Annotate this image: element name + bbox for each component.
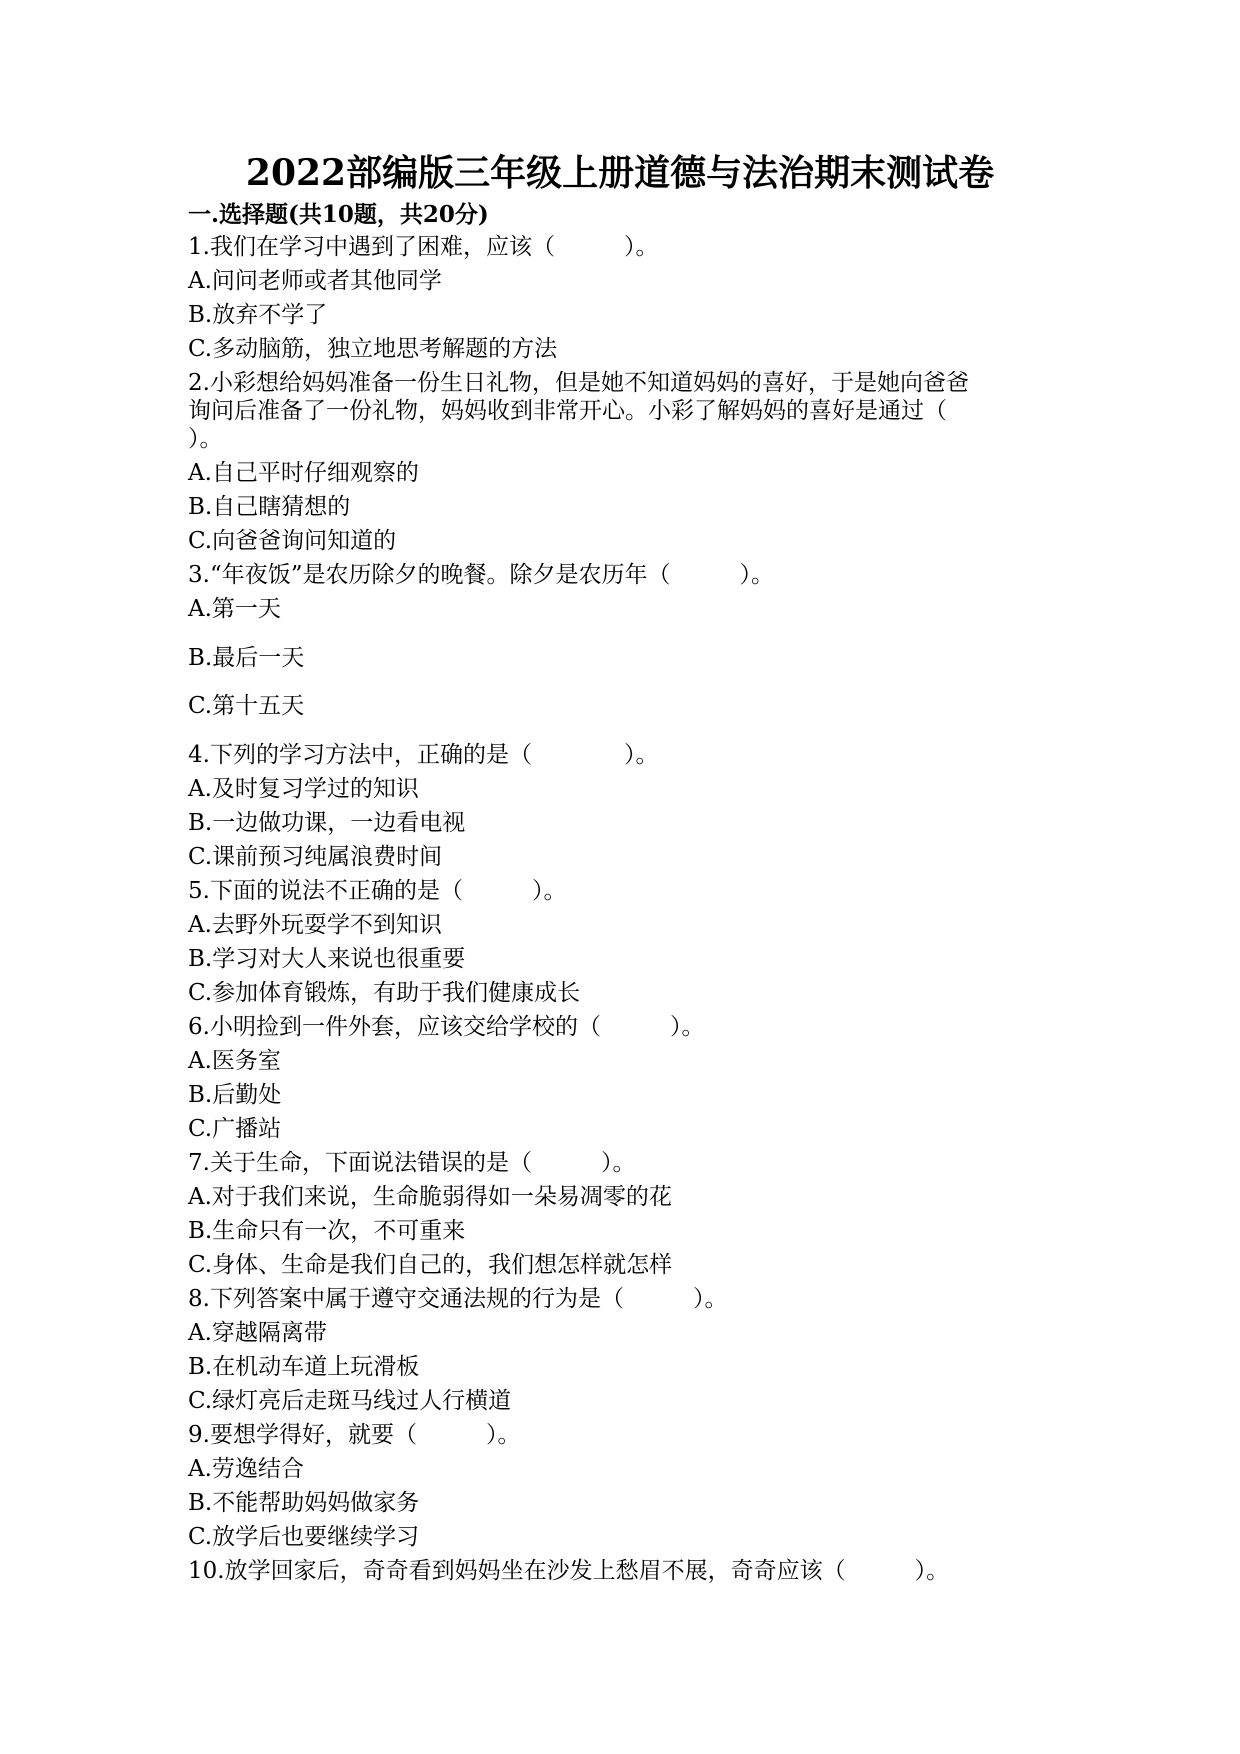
question-7-option-a: A.对于我们来说，生命脆弱得如一朵易凋零的花 [188,1184,672,1210]
question-9-option-b: B.不能帮助妈妈做家务 [188,1490,420,1516]
question-6-stem: 6.小明捡到一件外套，应该交给学校的（ ）。 [188,1014,705,1040]
question-4-stem: 4.下列的学习方法中，正确的是（ ）。 [188,742,659,768]
question-8-stem: 8.下列答案中属于遵守交通法规的行为是（ ）。 [188,1286,728,1312]
question-1-option-c: C.多动脑筋，独立地思考解题的方法 [188,336,558,362]
question-6-option-a: A.医务室 [188,1048,281,1074]
question-4-option-a: A.及时复习学过的知识 [188,776,419,802]
question-2-option-c: C.向爸爸询问知道的 [188,528,397,554]
question-3-option-a: A.第一天 [188,596,281,622]
question-7-option-b: B.生命只有一次，不可重来 [188,1218,466,1244]
question-2-option-a: A.自己平时仔细观察的 [188,460,419,486]
question-8-option-c: C.绿灯亮后走斑马线过人行横道 [188,1388,512,1414]
question-8-option-a: A.穿越隔离带 [188,1320,327,1346]
question-9-option-c: C.放学后也要继续学习 [188,1524,420,1550]
question-8-option-b: B.在机动车道上玩滑板 [188,1354,420,1380]
question-2-option-b: B.自己瞎猜想的 [188,494,351,520]
question-3-stem: 3.“年夜饭”是农历除夕的晚餐。除夕是农历年（ ）。 [188,562,774,588]
question-4-option-b: B.一边做功课，一边看电视 [188,810,466,836]
question-2-stem-line-2: 询问后准备了一份礼物，妈妈收到非常开心。小彩了解妈妈的喜好是通过（ [188,398,947,424]
question-1-stem: 1.我们在学习中遇到了困难，应该（ ）。 [188,234,659,260]
question-7-stem: 7.关于生命，下面说法错误的是（ ）。 [188,1150,636,1176]
question-6-option-c: C.广播站 [188,1116,282,1142]
question-6-option-b: B.后勤处 [188,1082,282,1108]
question-2-stem-line-3: ）。 [188,426,223,452]
question-7-option-c: C.身体、生命是我们自己的，我们想怎样就怎样 [188,1252,673,1278]
question-5-stem: 5.下面的说法不正确的是（ ）。 [188,878,567,904]
question-1-option-a: A.问问老师或者其他同学 [188,268,442,294]
question-3-option-c: C.第十五天 [188,693,305,719]
question-2-stem-line-1: 2.小彩想给妈妈准备一份生日礼物，但是她不知道妈妈的喜好，于是她向爸爸 [188,370,969,396]
question-5-option-b: B.学习对大人来说也很重要 [188,946,466,972]
question-9-option-a: A.劳逸结合 [188,1456,304,1482]
question-4-option-c: C.课前预习纯属浪费时间 [188,844,443,870]
page-title: 2022部编版三年级上册道德与法治期末测试卷 [245,152,995,194]
question-10-stem: 10.放学回家后，奇奇看到妈妈坐在沙发上愁眉不展，奇奇应该（ ）。 [188,1558,950,1584]
section-heading: 一.选择题(共10题，共20分) [188,201,489,228]
question-5-option-a: A.去野外玩耍学不到知识 [188,912,442,938]
question-3-option-b: B.最后一天 [188,645,305,671]
question-1-option-b: B.放弃不学了 [188,302,328,328]
question-5-option-c: C.参加体育锻炼，有助于我们健康成长 [188,980,581,1006]
question-9-stem: 9.要想学得好，就要（ ）。 [188,1422,521,1448]
